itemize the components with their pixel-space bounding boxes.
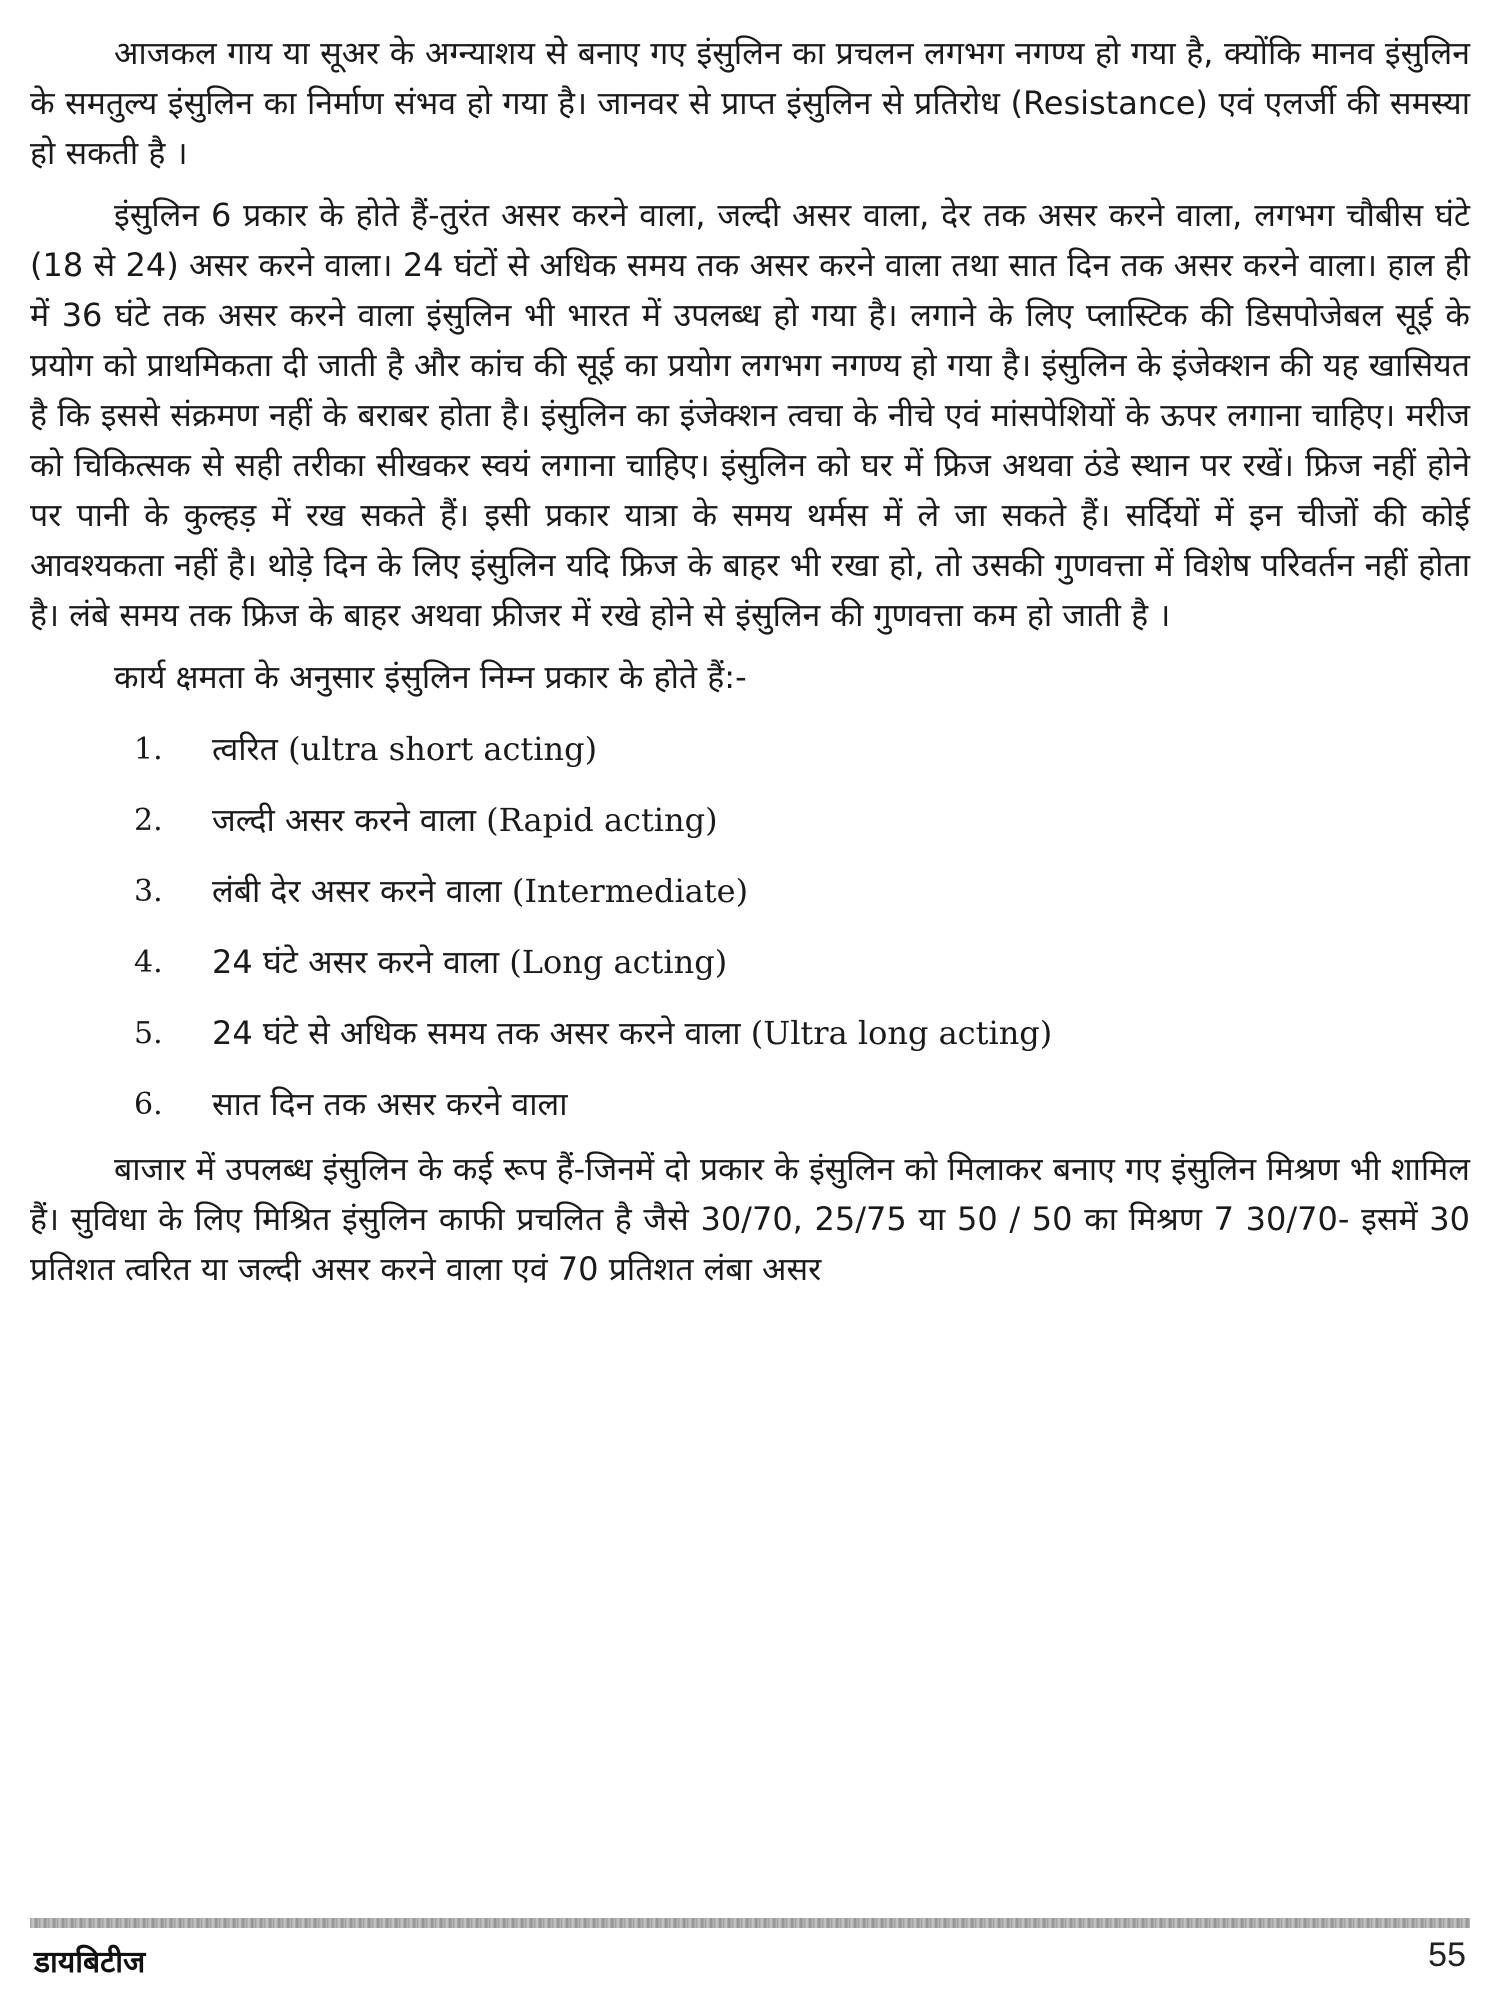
list-item-text — [212, 714, 597, 785]
list-item-hindi: 24 घंटे असर करने वाला — [212, 943, 500, 981]
page-number: 55 — [1428, 1936, 1466, 1974]
list-item-english: (Long acting) — [509, 943, 728, 981]
list-item-english: (Intermediate) — [511, 872, 749, 910]
footer-divider — [30, 1918, 1470, 1928]
list-item — [30, 785, 1470, 856]
list-item-text — [212, 785, 718, 856]
list-item-number: 5. — [134, 1016, 163, 1051]
page-body — [30, 28, 1470, 1306]
list-item-hindi: 24 घंटे से अधिक समय तक असर करने वाला — [212, 1014, 741, 1052]
footer-book-title: डायबिटीज — [34, 1945, 146, 1980]
list-item-text — [212, 856, 748, 927]
list-item-hindi: त्वरित — [212, 730, 278, 768]
paragraph-animal-insulin: आजकल गाय या सूअर के अग्न्याशय से बनाए गए इंसुलिन का प्रचलन लगभग नगण्य हो गया है, क्योंकि मानव इंसुलिन के समतुल्य इंसुलिन का निर्माण संभव हो गया है। जानवर से प्राप्त इंसुलिन से प्रतिरोध (Resistance) एवं एलर्जी की समस्या हो सकती है । — [30, 34, 1470, 172]
paragraph-insulin-types-usage: इंसुलिन 6 प्रकार के होते हैं-तुरंत असर करने वाला, जल्दी असर वाला, देर तक असर करने वाला, लगभग चौबीस घंटे (18 से 24) असर करने वाला। 24 घंटों से अधिक समय तक असर करने वाला तथा सात दिन तक असर करने वाला। हाल ही में 36 घंटे तक असर करने वाला इंसुलिन भी भारत में उपलब्ध हो गया है। लगाने के लिए प्लास्टिक की डिसपोजेबल सूई के प्रयोग को प्राथमिकता दी जाती है और कांच की सूई का प्रयोग लगभग नगण्य हो गया है। इंसुलिन के इंजेक्शन की यह खासियत है कि इससे संक्रमण नहीं के बराबर होता है। इंसुलिन का इंजेक्शन त्वचा के नीचे एवं मांसपेशियों के ऊपर लगाना चाहिए। मरीज को चिकित्सक से सही तरीका सीखकर स्वयं लगाना चाहिए। इंसुलिन को घर में फ्रिज अथवा ठंडे स्थान पर रखें। फ्रिज नहीं होने पर पानी के कुल्हड़ में रख सकते हैं। इसी प्रकार यात्रा के समय थर्मस में ले जा सकते हैं। सर्दियों में इन चीजों की कोई आवश्यकता नहीं है। थोड़े दिन के लिए इंसुलिन यदि फ्रिज के बाहर भी रखा हो, तो उसकी गुणवत्ता में विशेष परिवर्तन नहीं होता है। लंबे समय तक फ्रिज के बाहर अथवा फ्रीजर में रखे होने से इंसुलिन की गुणवत्ता कम हो जाती है । — [30, 196, 1470, 634]
list-item — [30, 1069, 1470, 1140]
list-item-number: 4. — [134, 945, 163, 980]
paragraph-list-intro: कार्य क्षमता के अनुसार इंसुलिन निम्न प्रकार के होते हैं:- — [114, 658, 747, 696]
list-item — [30, 714, 1470, 785]
list-item-text — [212, 1069, 568, 1140]
list-item-english: (Rapid acting) — [486, 801, 718, 839]
list-item-english: (Ultra long acting) — [750, 1014, 1053, 1052]
list-item — [30, 856, 1470, 927]
list-item-hindi: जल्दी असर करने वाला — [212, 801, 476, 839]
list-item — [30, 998, 1470, 1069]
list-item-text — [212, 927, 727, 998]
list-item-hindi: सात दिन तक असर करने वाला — [212, 1085, 568, 1123]
list-item — [30, 927, 1470, 998]
list-item-number: 6. — [134, 1087, 163, 1122]
list-item-number: 2. — [134, 803, 163, 838]
list-item-number: 3. — [134, 874, 163, 909]
list-item-hindi: लंबी देर असर करने वाला — [212, 872, 502, 910]
list-item-english: (ultra short acting) — [288, 730, 598, 768]
list-item-text — [212, 998, 1052, 1069]
paragraph-insulin-mixtures: बाजार में उपलब्ध इंसुलिन के कई रूप हैं-जिनमें दो प्रकार के इंसुलिन को मिलाकर बनाए गए इंसुलिन मिश्रण भी शामिल हैं। सुविधा के लिए मिश्रित इंसुलिन काफी प्रचलित है जैसे 30/70, 25/75 या 50 / 50 का मिश्रण 7 30/70- इसमें 30 प्रतिशत त्वरित या जल्दी असर करने वाला एवं 70 प्रतिशत लंबा असर — [30, 1150, 1470, 1288]
insulin-type-list — [30, 714, 1470, 1140]
list-item-number: 1. — [134, 732, 163, 767]
